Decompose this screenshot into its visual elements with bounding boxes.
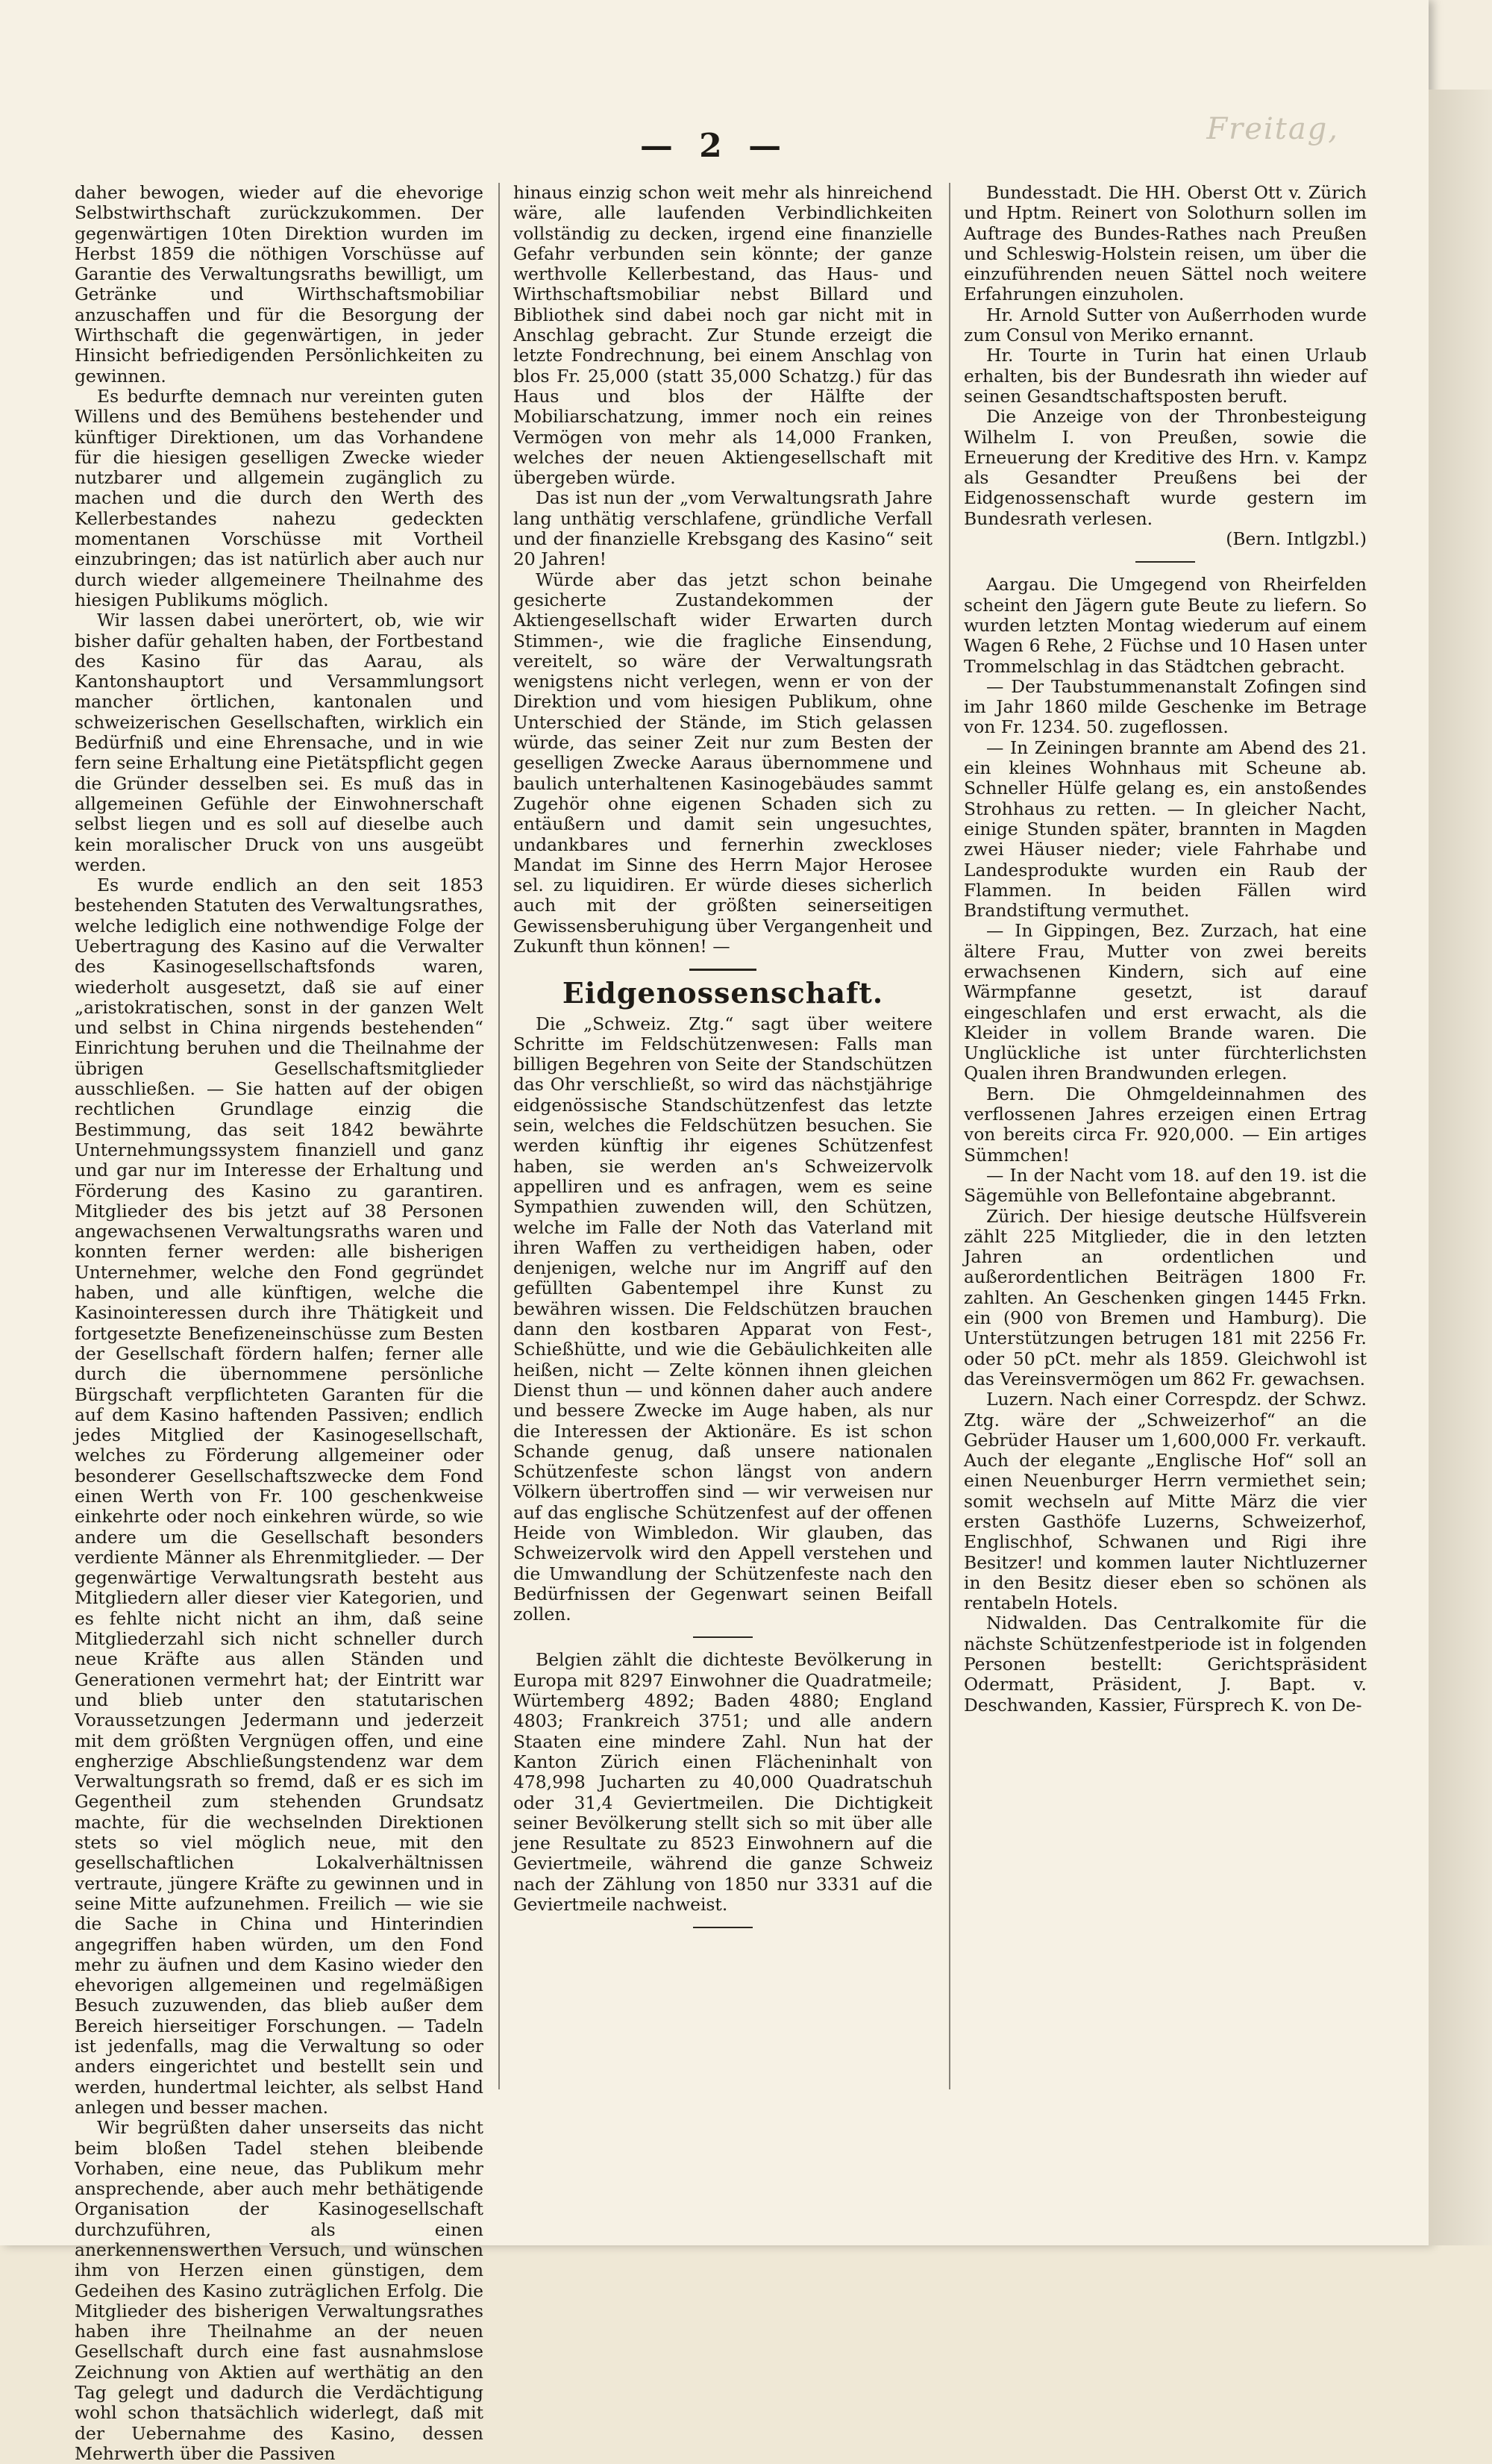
bleed-through-header: Freitag,	[1206, 112, 1339, 146]
paragraph: Es bedurfte demnach nur vereinten guten Willens und des Bemühens bestehender und künftiger Direktionen, um das Vorhandene für die hiesigen geselligen Zwecke wieder nutzbarer und allgemein zugänglich zu machen und die durch den Werth des Kellerbestandes nahezu gedeckten momentanen Vorschüsse mit Vortheil einzubringen; das ist natürlich aber auch nur durch wieder allgemeinere Theilnahme des hiesigen Publikums möglich.	[75, 385, 483, 610]
paragraph: Hr. Tourte in Turin hat einen Urlaub erhalten, bis der Bundesrath ihn wieder auf seinen Gesandtschaftsposten beruft.	[964, 345, 1367, 407]
paragraph: Zürich. Der hiesige deutsche Hülfsverein zählt 225 Mitglieder, die in den letzten Jahren an ordentlichen und außerordentlichen Beiträgen 1800 Fr. zahlten. An Geschenken gingen 1445 Frkn. ein (900 von Bremen und Hamburg). Die Unterstützungen betrugen 181 mit 2256 Fr. oder 50 pCt. mehr als 1859. Gleichwohl ist das Vereinsvermögen um 862 Fr. gewachsen.	[964, 1205, 1367, 1389]
section-heading: Eidgenossenschaft.	[562, 976, 884, 1010]
source-attribution: (Bern. Intlgzbl.)	[1226, 528, 1367, 550]
paragraph: Das ist nun der „vom Verwaltungsrath Jahre lang unthätig verschlafene, gründliche Verfall und der finanzielle Krebsgang des Kasino“ seit 20 Jahren!	[513, 487, 932, 570]
paragraph: Würde aber das jetzt schon beinahe gesicherte Zustandekommen der Aktiengesellschaft wider Erwarten durch Stimmen-, wie die fragliche Einsendung, vereitelt, so wäre der Verwaltungsrath wenigstens nicht verlegen, wenn er von der Direktion und vom hiesigen Publikum, ohne Unterschied der Stände, im Stich gelassen würde, das seiner Zeit nur zum Besten der geselligen Zwecke Aaraus übernommene und baulich unterhaltenen Kasinogebäudes sammt Zugehör ohne eigenen Schaden sich zu entäußern und damit sein ungesuchtes, undankbares und fernerhin zweckloses Mandat im Sinne des Herrn Major Herosee sel. zu liquidiren. Er würde dieses sicherlich auch mit der größten seinerseitigen Gewissensberuhigung über Vergangenheit und Zukunft thun können! —	[513, 569, 932, 957]
paragraph: — In der Nacht vom 18. auf den 19. ist die Sägemühle von Bellefontaine abgebrannt.	[964, 1164, 1367, 1207]
paragraph: Bern. Die Ohmgeldeinnahmen des verflossenen Jahres erzeigen einen Ertrag von bereits circa Fr. 920,000. — Ein artiges Sümmchen!	[964, 1083, 1367, 1166]
paragraph: — Der Taubstummenanstalt Zofingen sind im Jahr 1860 milde Geschenke im Betrage von Fr. 1234. 50. zugeflossen.	[964, 675, 1367, 738]
paragraph: Belgien zählt die dichteste Bevölkerung in Europa mit 8297 Einwohner die Quadratmeile; Würtemberg 4892; Baden 4880; England 4803; Frankreich 3751; und alle andern Staaten eine mindere Zahl. Nun hat der Kanton Zürich einen Flächeninhalt von 478,998 Jucharten zu 40,000 Quadratschuh oder 31,4 Geviertmeilen. Die Dichtigkeit seiner Bevölkerung stellt sich so mit über alle jene Resultate zu 8523 Einwohnern auf die Geviertmeile, während die ganze Schweiz nach der Zählung von 1850 nur 3331 auf die Geviertmeile nachweist.	[513, 1649, 932, 1916]
article-separator	[693, 1636, 753, 1638]
paragraph: — In Gippingen, Bez. Zurzach, hat eine ältere Frau, Mutter von zwei bereits erwachsenen Kindern, sich auf eine Wärmpfanne gesetzt, ist darauf eingeschlafen und erst erwacht, als die Kleider in vollem Brande waren. Die Unglückliche ist unter fürchterlichsten Qualen ihren Brandwunden erlegen.	[964, 920, 1367, 1084]
paragraph: Luzern. Nach einer Correspdz. der Schwz. Ztg. wäre der „Schweizerhof“ an die Gebrüder Hauser um 1,600,000 Fr. verkauft. Auch der elegante „Englische Hof“ soll an einen Neuenburger Herrn vermiethet sein; somit wechseln auf Mitte März die vier ersten Gasthöfe Luzerns, Schweizerhof, Englischhof, Schwanen und Rigi ihre Besitzer! und kommen lauter Nichtluzerner in den Besitz dieser eben so schönen als rentabeln Hotels.	[964, 1389, 1367, 1614]
column-left	[75, 183, 483, 2464]
column-divider	[498, 183, 500, 2089]
paragraph: Aargau. Die Umgegend von Rheirfelden scheint den Jägern gute Beute zu liefern. So wurden letzten Montag wiederum auf einem Wagen 6 Rehe, 2 Füchse und 10 Hasen unter Trommelschlag in das Städtchen gebracht.	[964, 574, 1367, 677]
section-rule	[689, 969, 756, 971]
column-divider	[949, 183, 950, 2089]
page-number: — 2 —	[639, 127, 789, 165]
paragraph: Die „Schweiz. Ztg.“ sagt über weitere Schritte im Feldschützenwesen: Falls man billigen Begehren von Seite der Standschützen das Ohr verschließt, so wird das nächstjährige eidgenössische Standschützenfest das letzte sein, welches die Feldschützen besuchen. Sie werden künftig ihr eigenes Schützenfest haben, sie werden an's Schweizervolk appelliren und es anfragen, wem es seine Sympathien zuwenden will, den Schützen, welche im Falle der Noth das Vaterland mit ihren Waffen zu vertheidigen haben, oder denjenigen, welche nur im Angriff auf den gefüllten Gabentempel ihre Kunst zu bewähren wissen. Die Feldschützen brauchen dann den kostbaren Apparat von Fest-, Schießhütte, und wie die Gebäulichkeiten alle heißen, nicht — Zelte können ihnen gleichen Dienst thun — und können daher auch andere und bessere Zwecke im Auge haben, als nur die Interessen der Aktionäre. Es ist schon Schande genug, daß unsere nationalen Schützenfeste schon längst von andern Völkern übertroffen sind — wir verweisen nur auf das englische Schützenfest auf der offenen Heide von Wimbledon. Wir glauben, das Schweizervolk wird den Appell verstehen und die Umwandlung der Schützenfeste nach den Bedürfnissen der Gegenwart seinen Beifall zollen.	[513, 1013, 932, 1625]
column-right	[964, 183, 1367, 1716]
paragraph: daher bewogen, wieder auf die ehevorige Selbstwirthschaft zurückzukommen. Der gegenwärtigen 10ten Direktion wurden im Herbst 1859 die nöthigen Vorschüsse auf Garantie des Verwaltungsraths bewilligt, um Getränke und Wirthschaftsmobiliar anzuschaffen und für die Besorgung der Wirthschaft die gegenwärtigen, in jeder Hinsicht befriedigenden Persönlichkeiten zu gewinnen.	[75, 182, 483, 387]
paragraph: — In Zeiningen brannte am Abend des 21. ein kleines Wohnhaus mit Scheune ab. Schneller Hülfe gelang es, ein anstoßendes Strohhaus zu retten. — In gleicher Nacht, einige Stunden später, brannten in Magden zwei Häuser nieder; viele Fahrhabe und Landesprodukte wurden ein Raub der Flammen. In beiden Fällen wird Brandstiftung vermuthet.	[964, 737, 1367, 922]
paragraph: Nidwalden. Das Centralkomite für die nächste Schützenfestperiode ist in folgenden Personen bestellt: Gerichtspräsident Odermatt, Präsident, J. Bapt. v. Deschwanden, Kassier, Fürsprech K. von De-	[964, 1613, 1367, 1716]
article-separator	[693, 1927, 753, 1928]
article-separator	[1135, 561, 1195, 563]
paragraph: Es wurde endlich an den seit 1853 bestehenden Statuten des Verwaltungsrathes, welche lediglich eine nothwendige Folge der Uebertragung des Kasino auf die Verwalter des Kasinogesellschaftsfonds waren, wiederholt ausgesetzt, daß sie auf einer „aristokratischen, sonst in der ganzen Welt und selbst in China nirgends bestehenden“ Einrichtung beruhen und die Theilnahme der übrigen Gesellschaftsmitglieder ausschließen. — Sie hatten auf der obigen rechtlichen Grundlage einzig die Bestimmung, das seit 1842 bewährte Unternehmungssystem finanziell und ganz und gar nur im Interesse der Erhaltung und Förderung des Kasino zu garantiren. Mitglieder des bis jetzt auf 38 Personen angewachsenen Verwaltungsraths waren und konnten ferner werden: alle bisherigen Unternehmer, welche den Fond gegründet haben, und alle künftigen, welche die Kasinointeressen durch ihre Thätigkeit und fortgesetzte Benefizeneinschüsse zum Besten der Gesellschaft fördern halfen; ferner alle durch die übernommene persönliche Bürgschaft verpflichteten Garanten für die auf dem Kasino haftenden Passiven; endlich jedes Mitglied der Kasinogesellschaft, welches zu Förderung allgemeiner oder besonderer Gesellschaftszwecke dem Fond einen Werth von Fr. 100 geschenkweise einkehrte oder noch einkehren würde, so wie andere um die Gesellschaft besonders verdiente Männer als Ehrenmitglieder. — Der gegenwärtige Verwaltungsrath besteht aus Mitgliedern aller dieser vier Kategorien, und es fehlte nicht nicht an ihm, daß seine Mitgliederzahl sich nicht schneller durch neue Kräfte aus allen Ständen und Generationen vermehrt hat; der Eintritt war und blieb unter den statutarischen Voraussetzungen Jedermann und jederzeit mit dem größten Vergnügen offen, und eine engherzige Abschließungstendenz war dem Verwaltungsrath so fremd, daß er es sich im Gegentheil zum stehenden Grundsatz machte, für die wechselnden Direktionen stets so viel möglich neue, mit den gesellschaftlichen Lokalverhältnissen vertraute, jüngere Kräfte zu gewinnen und in seine Mitte aufzunehmen. Freilich — wie sie die Sache in China und Hinterindien angegriffen haben würden, um den Fond mehr zu äufnen und dem Kasino wieder den ehevorigen allgemeinen und regelmäßigen Besuch zuzuwenden, das blieb außer dem Bereich hierseitiger Forschungen. — Tadeln ist jedenfalls, mag die Verwaltung so oder anders eingerichtet und bestellt sein und werden, hundertmal leichter, als selbst Hand anlegen und besser machen.	[75, 875, 483, 2118]
column-middle	[513, 183, 932, 1940]
paragraph: Wir begrüßten daher unserseits das nicht beim bloßen Tadel stehen bleibende Vorhaben, eine neue, das Publikum mehr ansprechende, aber auch mehr bethätigende Organisation der Kasinogesellschaft durchzuführen, als einen anerkennenswerthen Versuch, und wünschen ihm von Herzen einen günstigen, dem Gedeihen des Kasino zuträglichen Erfolg. Die Mitglieder des bisherigen Verwaltungsrathes haben ihre Theilnahme an der neuen Gesellschaft durch eine fast ausnahmslose Zeichnung von Aktien auf werthätig an den Tag gelegt und dadurch die Verdächtigung wohl schon thatsächlich widerlegt, daß mit der Uebernahme des Kasino, dessen Mehrwerth über die Passiven	[75, 2117, 483, 2464]
scan-right-edge	[1429, 90, 1492, 2245]
paragraph: hinaus einzig schon weit mehr als hinreichend wäre, alle laufenden Verbindlichkeiten vollständig zu decken, irgend eine finanzielle Gefahr verbunden sein könnte; der ganze werthvolle Kellerbestand, das Haus- und Wirthschaftsmobiliar nebst Billard und Bibliothek sind dabei noch gar nicht mit in Anschlag gebracht. Zur Stunde erzeigt die letzte Fondrechnung, bei einem Anschlag von blos Fr. 25,000 (statt 35,000 Schatzg.) für das Haus und blos der Hälfte der Mobiliarschatzung, immer noch ein reines Vermögen von mehr als 14,000 Franken, welches der neuen Aktiengesellschaft mit übergeben würde.	[513, 182, 932, 489]
paragraph: Bundesstadt. Die HH. Oberst Ott v. Zürich und Hptm. Reinert von Solothurn sollen im Auftrage des Bundes-Rathes nach Preußen und Schleswig-Holstein reisen, um über die einzuführenden neuen Sättel noch weitere Erfahrungen einzuholen.	[964, 182, 1367, 305]
paragraph: Die Anzeige von der Thronbesteigung Wilhelm I. von Preußen, sowie die Erneuerung der Kreditive des Hrn. v. Kampz als Gesandter Preußens bei der Eidgenossenschaft wurde gestern im Bundesrath verlesen.	[964, 406, 1367, 529]
paragraph: Hr. Arnold Sutter von Außerrhoden wurde zum Consul von Meriko ernannt.	[964, 304, 1367, 346]
paragraph: Wir lassen dabei unerörtert, ob, wie wir bisher dafür gehalten haben, der Fortbestand des Kasino für das Aarau, als Kantonshauptort und Versammlungsort mancher örtlichen, kantonalen und schweizerischen Gesellschaften, wirklich ein Bedürfniß und eine Ehrensache, und in wie fern seine Erhaltung eine Pietätspflicht gegen die Gründer desselben sei. Es muß das in allgemeinen Gefühle der Einwohnerschaft selbst liegen und es soll auf dieselbe auch kein moralischer Druck von uns ausgeübt werden.	[75, 610, 483, 875]
